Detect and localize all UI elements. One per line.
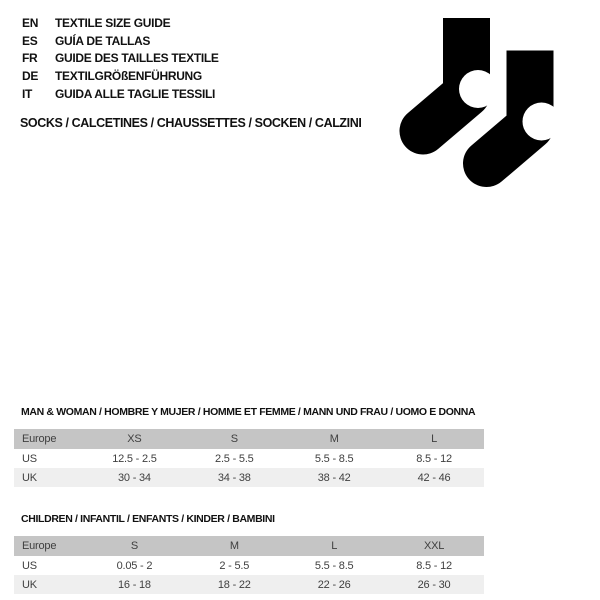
table-row-us	[14, 556, 484, 575]
column-header-size: XXL	[423, 540, 445, 552]
region-cell: UK	[22, 578, 37, 591]
size-chart-children	[14, 536, 484, 594]
size-value-cell: 2.5 - 5.5	[215, 452, 254, 465]
language-title-list	[22, 14, 219, 103]
table-row-uk	[14, 468, 484, 487]
column-header-region: Europe	[22, 433, 57, 445]
size-value-cell: 42 - 46	[417, 471, 451, 484]
size-value-cell: 30 - 34	[118, 471, 151, 484]
size-value-cell: 5.5 - 8.5	[314, 452, 354, 465]
heel-cutout	[523, 103, 561, 141]
size-value-cell: 22 - 26	[317, 578, 351, 591]
column-header-size: M	[329, 433, 339, 445]
size-value-cell: 0.05 - 2	[116, 559, 153, 572]
language-code: IT	[22, 87, 33, 102]
size-value-cell: 38 - 42	[317, 471, 351, 484]
language-row-it	[22, 85, 219, 103]
size-value-cell: 2 - 5.5	[219, 559, 250, 572]
column-header-size: L	[431, 433, 438, 445]
column-header-size: S	[230, 433, 238, 445]
language-label: TEXTILE SIZE GUIDE	[55, 15, 171, 30]
table-row-us	[14, 449, 484, 468]
column-header-size: M	[229, 540, 239, 552]
heel-cutout	[459, 70, 497, 108]
language-code: ES	[22, 33, 38, 48]
table-title: MAN & WOMAN / HOMBRE Y MUJER / HOMME ET FEMME / MANN UND FRAU / UOMO E DONNA	[21, 406, 476, 418]
size-chart-man-woman	[14, 429, 484, 487]
language-label: GUIDA ALLE TAGLIE TESSILI	[55, 87, 216, 102]
sock-shape-right	[487, 51, 561, 164]
size-value-cell: 12.5 - 2.5	[112, 452, 157, 465]
sock-shape-left	[423, 18, 497, 131]
size-table-children	[14, 512, 484, 594]
size-value-cell: 16 - 18	[118, 578, 151, 591]
column-header-size: XS	[127, 433, 142, 445]
socks-icon	[390, 0, 600, 190]
size-value-cell: 5.5 - 8.5	[314, 559, 354, 572]
language-row-de	[22, 67, 219, 85]
language-label: GUIDE DES TAILLES TEXTILE	[55, 51, 219, 66]
language-code: DE	[22, 69, 39, 84]
language-code: FR	[22, 51, 38, 66]
language-label: TEXTILGRÖßENFÜHRUNG	[55, 69, 202, 84]
column-header-region: Europe	[22, 540, 57, 552]
language-row-fr	[22, 50, 219, 68]
language-row-en	[22, 14, 219, 32]
table-header-row	[14, 536, 484, 556]
size-value-cell: 8.5 - 12	[416, 559, 452, 572]
table-title: CHILDREN / INFANTIL / ENFANTS / KINDER / BAMBINI	[21, 513, 275, 525]
size-table-man-woman	[14, 405, 484, 487]
region-cell: US	[22, 452, 37, 465]
region-cell: US	[22, 559, 37, 572]
table-header-row	[14, 429, 484, 449]
size-value-cell: 26 - 30	[417, 578, 451, 591]
category-heading: SOCKS / CALCETINES / CHAUSSETTES / SOCKEN / CALZINI	[20, 116, 362, 130]
language-row-es	[22, 32, 219, 50]
size-value-cell: 8.5 - 12	[416, 452, 452, 465]
language-code: EN	[22, 15, 39, 30]
size-value-cell: 34 - 38	[217, 471, 251, 484]
size-value-cell: 18 - 22	[217, 578, 251, 591]
table-row-uk	[14, 575, 484, 594]
column-header-size: L	[331, 540, 338, 552]
language-label: GUÍA DE TALLAS	[55, 33, 151, 48]
region-cell: UK	[22, 471, 37, 484]
column-header-size: S	[130, 540, 138, 552]
